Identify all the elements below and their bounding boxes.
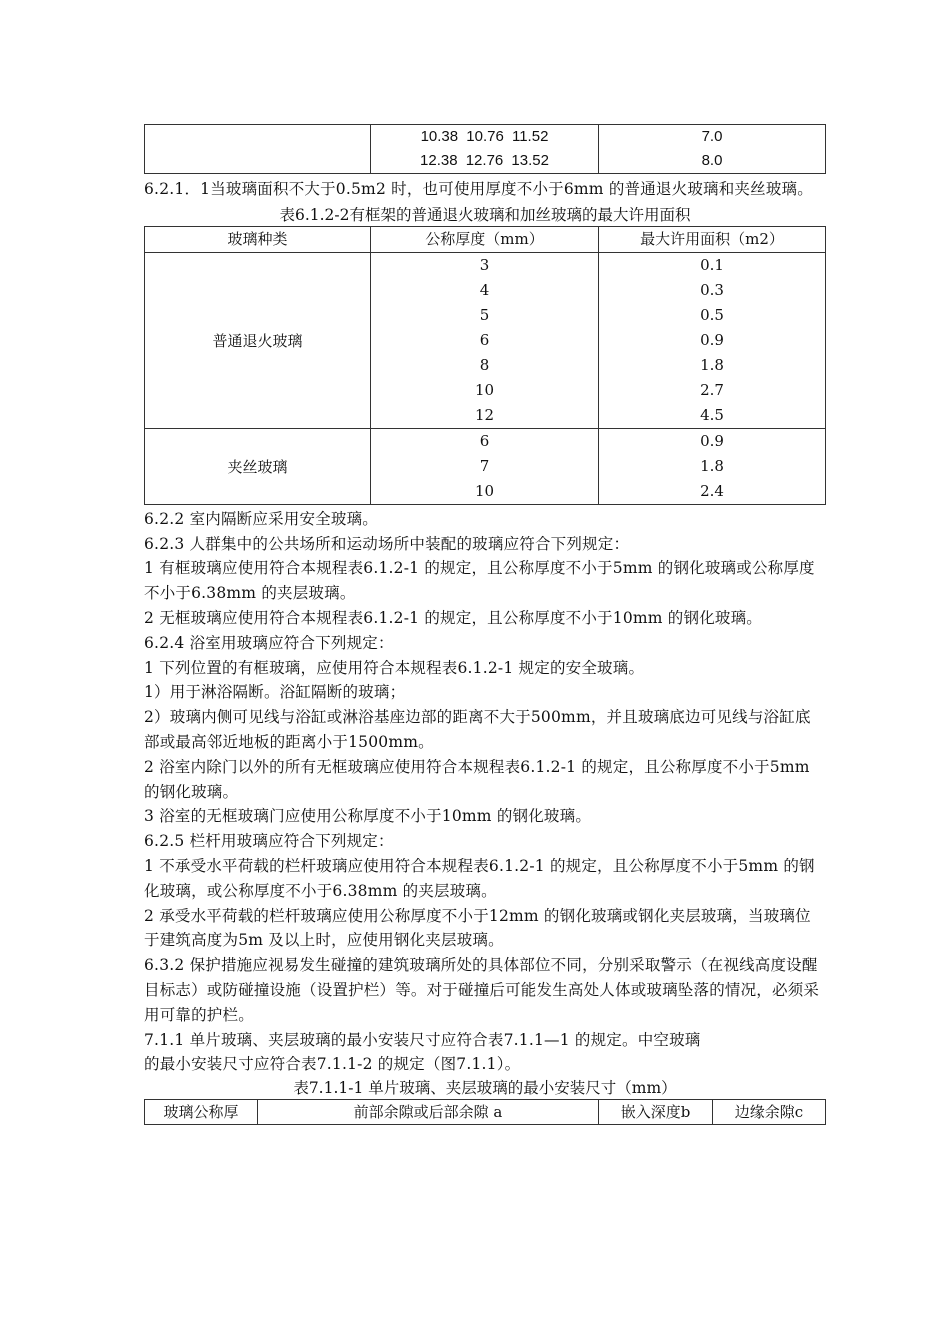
area-value: 0.9	[700, 330, 724, 349]
paragraph: 1 下列位置的有框玻璃，应使用符合本规程表6.1.2-1 规定的安全玻璃。	[144, 658, 645, 677]
header-edge-clearance: 边缘余隙c	[713, 1100, 826, 1125]
cell-glass-type: 夹丝玻璃	[145, 428, 371, 504]
paragraph: 2 无框玻璃应使用符合本规程表6.1.2-1 的规定，且公称厚度不小于10mm 的钢化玻璃。	[144, 608, 763, 627]
thickness-value: 5	[479, 305, 490, 324]
cell-glass-type: 普通退火玻璃	[145, 252, 371, 428]
thickness-value: 8	[479, 355, 490, 374]
paragraph: 6.3.2 保护措施应视易发生碰撞的建筑玻璃所处的具体部位不同，分别采取警示（在视线高度设醒目标志）或防碰撞设施（设置护栏）等。对于碰撞后可能发生高处人体或玻璃坠落的情况，必须采用可靠的护栏。	[144, 956, 820, 1024]
thickness-line: 12.38 12.76 13.52	[420, 152, 549, 169]
area-value: 1.8	[700, 456, 724, 475]
table-row	[145, 428, 826, 504]
paragraph: 2）玻璃内侧可见线与浴缸或淋浴基座边部的距离不大于500mm，并且玻璃底边可见线与浴缸底部或最高邻近地板的距离小于1500mm。	[144, 708, 811, 751]
cell-thickness-list	[371, 428, 599, 504]
table-header-row	[145, 226, 826, 252]
area-value: 0.9	[700, 431, 724, 450]
thickness-value: 6	[479, 431, 490, 450]
table2-caption: 表6.1.2-2有框架的普通退火玻璃和加丝玻璃的最大许用面积	[279, 205, 691, 224]
paragraph: 的最小安装尺寸应符合表7.1.1-2 的规定（图7.1.1）。	[144, 1055, 521, 1074]
area-value: 4.5	[700, 405, 724, 424]
table-row	[145, 252, 826, 428]
thickness-value: 6	[479, 330, 490, 349]
header-thickness: 公称厚度（mm）	[371, 226, 599, 252]
cell-area-list	[599, 252, 826, 428]
area-value: 2.7	[700, 380, 724, 399]
header-area: 最大许用面积（m2）	[599, 226, 826, 252]
header-glass-type: 玻璃种类	[145, 226, 371, 252]
thickness-line: 10.38 10.76 11.52	[420, 128, 549, 145]
table-max-area	[144, 226, 826, 505]
paragraph: 2 承受水平荷载的栏杆玻璃应使用公称厚度不小于12mm 的钢化玻璃或钢化夹层玻璃，当玻璃位于建筑高度为5m 及以上时，应使用钢化夹层玻璃。	[144, 906, 811, 950]
thickness-value: 3	[479, 255, 490, 274]
table-row	[145, 125, 826, 174]
paragraph: 1 有框玻璃应使用符合本规程表6.1.2-1 的规定，且公称厚度不小于5mm 的钢化玻璃或公称厚度不小于6.38mm 的夹层玻璃。	[144, 559, 815, 603]
paragraph: 7.1.1 单片玻璃、夹层玻璃的最小安装尺寸应符合表7.1.1—1 的规定。中空玻璃	[144, 1030, 701, 1049]
area-value: 0.5	[700, 305, 724, 324]
paragraph: 6.2.5 栏杆用玻璃应符合下列规定：	[144, 832, 394, 851]
paragraph: 1 不承受水平荷载的栏杆玻璃应使用符合本规程表6.1.2-1 的规定，且公称厚度不小于5mm 的钢化玻璃，或公称厚度不小于6.38mm 的夹层玻璃。	[144, 856, 815, 900]
header-embed-depth: 嵌入深度b	[599, 1100, 713, 1125]
document-page	[144, 124, 826, 1125]
table-header-row	[145, 1100, 826, 1125]
thickness-value: 12	[474, 405, 495, 424]
cell-area-list	[599, 428, 826, 504]
header-front-back-clearance: 前部余隙或后部余隙 a	[258, 1100, 599, 1125]
area-value: 2.4	[700, 481, 724, 500]
thickness-value: 10	[474, 481, 495, 500]
area-value: 1.8	[700, 355, 724, 374]
cell-thickness-list	[371, 252, 599, 428]
table-cell-empty	[145, 125, 371, 174]
table-top-fragment	[144, 124, 826, 174]
table3-caption: 表7.1.1-1 单片玻璃、夹层玻璃的最小安装尺寸（mm）	[293, 1079, 677, 1098]
body-text	[144, 507, 826, 1077]
thickness-value: 7	[479, 456, 490, 475]
table-cell-value	[599, 125, 826, 174]
value-line: 7.0	[701, 128, 723, 145]
value-line: 8.0	[701, 152, 723, 169]
thickness-value: 4	[479, 280, 490, 299]
paragraph: 6.2.4 浴室用玻璃应符合下列规定：	[144, 633, 394, 652]
paragraph-6-2-1-1: 6.2.1．1当玻璃面积不大于0.5m2 时，也可使用厚度不小于6mm 的普通退火玻璃和夹丝玻璃。	[144, 180, 813, 198]
paragraph: 1）用于淋浴隔断。浴缸隔断的玻璃；	[144, 683, 406, 702]
paragraph: 6.2.2 室内隔断应采用安全玻璃。	[144, 509, 378, 528]
header-nominal-thickness: 玻璃公称厚	[145, 1100, 258, 1125]
area-value: 0.3	[700, 280, 724, 299]
thickness-value: 10	[474, 380, 495, 399]
paragraph: 2 浴室内除门以外的所有无框玻璃应使用符合本规程表6.1.2-1 的规定，且公称厚度不小于5mm 的钢化玻璃。	[144, 757, 815, 801]
paragraph: 6.2.3 人群集中的公共场所和运动场所中装配的玻璃应符合下列规定：	[144, 534, 630, 553]
table-cell-thickness	[371, 125, 599, 174]
area-value: 0.1	[700, 255, 724, 274]
paragraph: 3 浴室的无框玻璃门应使用公称厚度不小于10mm 的钢化玻璃。	[144, 807, 592, 826]
table-min-install-size	[144, 1099, 826, 1125]
